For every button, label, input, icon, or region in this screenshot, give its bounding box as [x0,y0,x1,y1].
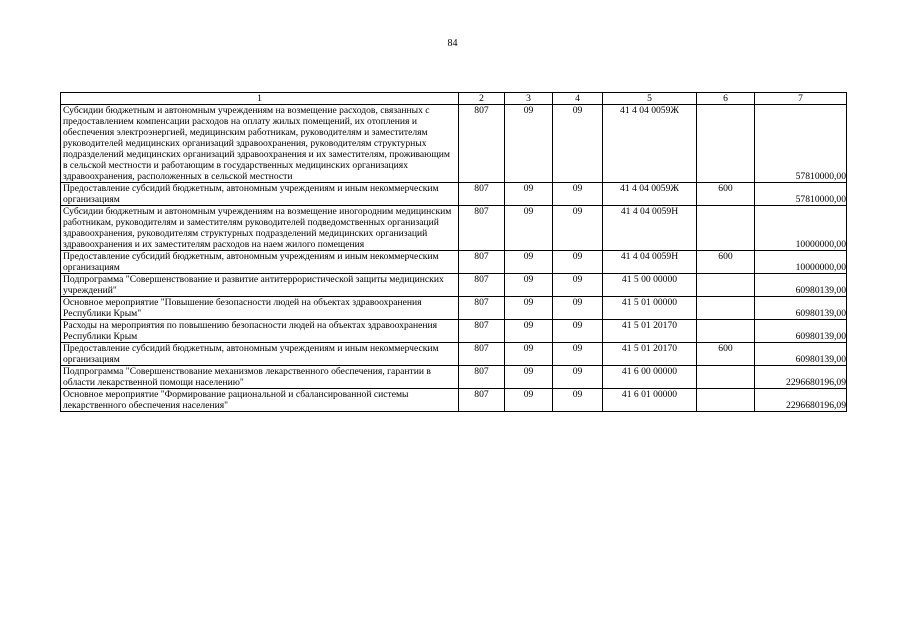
column-header: 1 [61,93,459,105]
row-code-cell: 807 [459,105,505,183]
row-subsection-cell: 09 [553,105,603,183]
row-section-cell: 09 [505,183,553,206]
row-target-article-cell: 41 4 04 0059Н [603,251,697,274]
row-subsection-cell: 09 [553,206,603,251]
column-header: 2 [459,93,505,105]
table-row [61,343,847,366]
column-header: 3 [505,93,553,105]
row-expense-type-cell [697,105,755,183]
row-code-cell: 807 [459,206,505,251]
row-section-cell: 09 [505,320,553,343]
table-body [61,105,847,412]
table-row [61,105,847,183]
row-name-cell: Предоставление субсидий бюджетным, автономным учреждениям и иным некоммерческим организациям [61,183,459,206]
row-amount-cell: 2296680196,09 [755,366,847,389]
column-header: 5 [603,93,697,105]
row-section-cell: 09 [505,274,553,297]
row-code-cell: 807 [459,366,505,389]
row-amount-cell: 60980139,00 [755,320,847,343]
row-amount-cell: 10000000,00 [755,206,847,251]
table-row [61,389,847,412]
table-row [61,366,847,389]
table-row [61,320,847,343]
row-code-cell: 807 [459,183,505,206]
row-amount-cell: 10000000,00 [755,251,847,274]
table-row [61,206,847,251]
row-expense-type-cell [697,297,755,320]
row-section-cell: 09 [505,206,553,251]
row-name-cell: Расходы на мероприятия по повышению безопасности людей на объектах здравоохранения Республики Крым [61,320,459,343]
row-amount-cell: 2296680196,09 [755,389,847,412]
table-row [61,274,847,297]
budget-table [60,92,847,412]
row-subsection-cell: 09 [553,389,603,412]
row-code-cell: 807 [459,343,505,366]
row-name-cell: Основное мероприятие "Формирование рациональной и сбалансированной системы лекарственного обеспечения населения" [61,389,459,412]
row-target-article-cell: 41 5 00 00000 [603,274,697,297]
column-header: 6 [697,93,755,105]
row-amount-cell: 60980139,00 [755,274,847,297]
row-section-cell: 09 [505,366,553,389]
row-target-article-cell: 41 6 01 00000 [603,389,697,412]
row-subsection-cell: 09 [553,366,603,389]
row-target-article-cell: 41 5 01 20170 [603,343,697,366]
row-target-article-cell: 41 4 04 0059Ж [603,105,697,183]
row-name-cell: Основное мероприятие "Повышение безопасности людей на объектах здравоохранения Республики Крым" [61,297,459,320]
table-row [61,251,847,274]
row-code-cell: 807 [459,274,505,297]
row-amount-cell: 57810000,00 [755,105,847,183]
column-header: 4 [553,93,603,105]
row-target-article-cell: 41 4 04 0059Н [603,206,697,251]
page-number: 84 [447,38,458,49]
row-amount-cell: 60980139,00 [755,297,847,320]
row-expense-type-cell [697,274,755,297]
row-name-cell: Подпрограмма "Совершенствование механизмов лекарственного обеспечения, гарантии в области лекарственной помощи населению" [61,366,459,389]
row-name-cell: Субсидии бюджетным и автономным учреждениям на возмещение иногородним медицинским работникам, руководителям и заместителям руководителей подведомственных организаций здравоохранения, руководителям структурных подразделений медицинских организаций здравоохранения и их заместителям расходов на наем жилого помещения [61,206,459,251]
row-target-article-cell: 41 4 04 0059Ж [603,183,697,206]
row-expense-type-cell [697,206,755,251]
row-section-cell: 09 [505,297,553,320]
row-name-cell: Подпрограмма "Совершенствование и развитие антитеррористической защиты медицинских учреждений" [61,274,459,297]
row-expense-type-cell: 600 [697,251,755,274]
row-expense-type-cell: 600 [697,183,755,206]
row-subsection-cell: 09 [553,274,603,297]
row-subsection-cell: 09 [553,297,603,320]
row-subsection-cell: 09 [553,183,603,206]
row-code-cell: 807 [459,389,505,412]
row-target-article-cell: 41 6 00 00000 [603,366,697,389]
row-section-cell: 09 [505,105,553,183]
row-target-article-cell: 41 5 01 00000 [603,297,697,320]
row-target-article-cell: 41 5 01 20170 [603,320,697,343]
row-name-cell: Предоставление субсидий бюджетным, автономным учреждениям и иным некоммерческим организациям [61,251,459,274]
row-section-cell: 09 [505,343,553,366]
row-expense-type-cell [697,389,755,412]
row-amount-cell: 57810000,00 [755,183,847,206]
table-row [61,183,847,206]
row-section-cell: 09 [505,251,553,274]
table-header-row [61,93,847,105]
row-code-cell: 807 [459,251,505,274]
row-name-cell: Субсидии бюджетным и автономным учреждениям на возмещение расходов, связанных с предоставлением компенсации расходов на оплату жилых помещений, их отопления и обеспечения электроэнергией, медицинским работникам, руководителям и заместителям руководителей медицинских организаций здравоохранения, руководителям структурных подразделений медицинских организаций здравоохранения и их заместителям, проживающим в сельской местности и работающим в государственных медицинских организациях здравоохранения, расположенных в сельской местности [61,105,459,183]
column-header: 7 [755,93,847,105]
row-name-cell: Предоставление субсидий бюджетным, автономным учреждениям и иным некоммерческим организациям [61,343,459,366]
row-expense-type-cell [697,366,755,389]
row-subsection-cell: 09 [553,251,603,274]
table-row [61,297,847,320]
row-subsection-cell: 09 [553,320,603,343]
row-code-cell: 807 [459,320,505,343]
row-subsection-cell: 09 [553,343,603,366]
row-code-cell: 807 [459,297,505,320]
row-amount-cell: 60980139,00 [755,343,847,366]
row-expense-type-cell [697,320,755,343]
row-expense-type-cell: 600 [697,343,755,366]
row-section-cell: 09 [505,389,553,412]
